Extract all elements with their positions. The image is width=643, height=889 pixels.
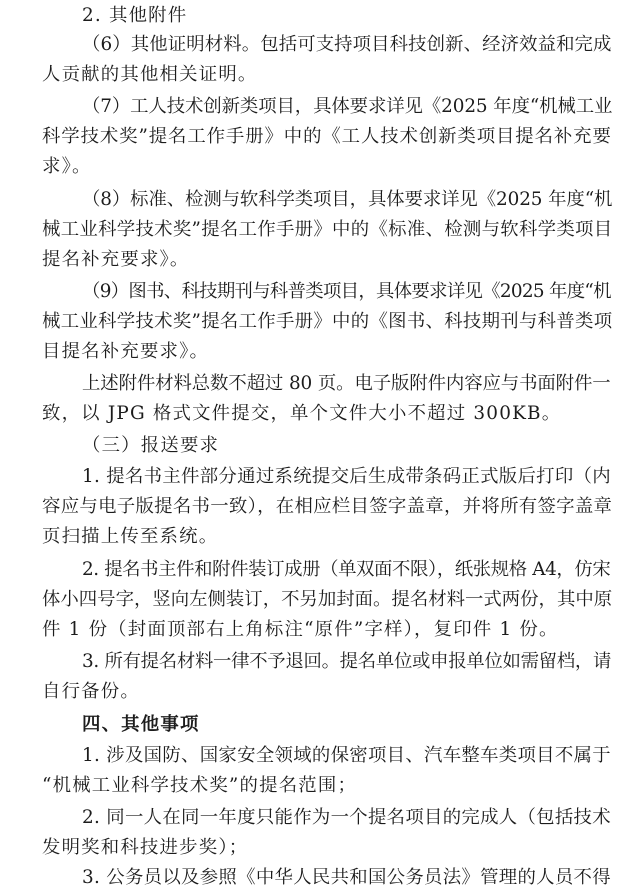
text-line: 页扫描上传至系统。 bbox=[42, 526, 219, 547]
text-line: 件 1 份（封面顶部右上角标注“原件”字样），复印件 1 份。 bbox=[42, 619, 559, 640]
text-line: 1. 提名书主件部分通过系统提交后生成带条码正式版后打印（内 bbox=[82, 466, 611, 487]
text-line: 人贡献的其他相关证明。 bbox=[42, 64, 258, 85]
text-line: 容应与电子版提名书一致），在相应栏目签字盖章，并将所有签字盖章 bbox=[42, 496, 613, 517]
text-line: 目提名补充要求》。 bbox=[42, 341, 210, 362]
text-line: 3. 公务员以及参照《中华人民共和国公务员法》管理的人员不得 bbox=[82, 867, 611, 888]
text-line: 2. 其他附件 bbox=[82, 5, 188, 26]
text-line: 械工业科学技术奖”提名工作手册》中的《图书、科技期刊与科普类项 bbox=[42, 311, 613, 332]
text-line: 科学技术奖”提名工作手册》中的《工人技术创新类项目提名补充要 bbox=[42, 126, 612, 147]
text-line: 致，以 JPG 格式文件提交，单个文件大小不超过 300KB。 bbox=[42, 403, 562, 424]
text-line: “机械工业科学技术奖”的提名范围； bbox=[42, 775, 358, 796]
text-line: 发明奖和科技进步奖）； bbox=[42, 837, 249, 858]
text-line: 上述附件材料总数不超过 80 页。电子版附件内容应与书面附件一 bbox=[82, 373, 611, 394]
text-line: 2. 同一人在同一年度只能作为一个提名项目的完成人（包括技术 bbox=[82, 807, 611, 828]
text-line: 1. 涉及国防、国家安全领域的保密项目、汽车整车类项目不属于 bbox=[82, 745, 611, 766]
text-line: （6）其他证明材料。包括可支持项目科技创新、经济效益和完成 bbox=[82, 34, 612, 55]
text-line: 械工业科学技术奖”提名工作手册》中的《标准、检测与软科学类项目 bbox=[42, 219, 613, 240]
text-line: 提名补充要求》。 bbox=[42, 249, 190, 270]
text-line: 2. 提名书主件和附件装订成册（单双面不限），纸张规格 A4，仿宋 bbox=[82, 559, 611, 580]
section-heading: 四、其他事项 bbox=[82, 714, 200, 735]
text-line: 求》。 bbox=[42, 156, 92, 177]
text-line: （9）图书、科技期刊与科普类项目，具体要求详见《2025 年度“机 bbox=[82, 281, 611, 302]
text-line: （7）工人技术创新类项目，具体要求详见《2025 年度“机械工业 bbox=[82, 96, 613, 117]
text-line: 体小四号字，竖向左侧装订，不另加封面。提名材料一式两份，其中原 bbox=[42, 589, 613, 610]
text-line: 自行备份。 bbox=[42, 681, 140, 702]
section-heading: （三）报送要求 bbox=[82, 435, 220, 456]
text-line: 3. 所有提名材料一律不予退回。提名单位或申报单位如需留档，请 bbox=[82, 651, 612, 672]
text-line: （8）标准、检测与软科学类项目，具体要求详见《2025 年度“机 bbox=[82, 189, 613, 210]
